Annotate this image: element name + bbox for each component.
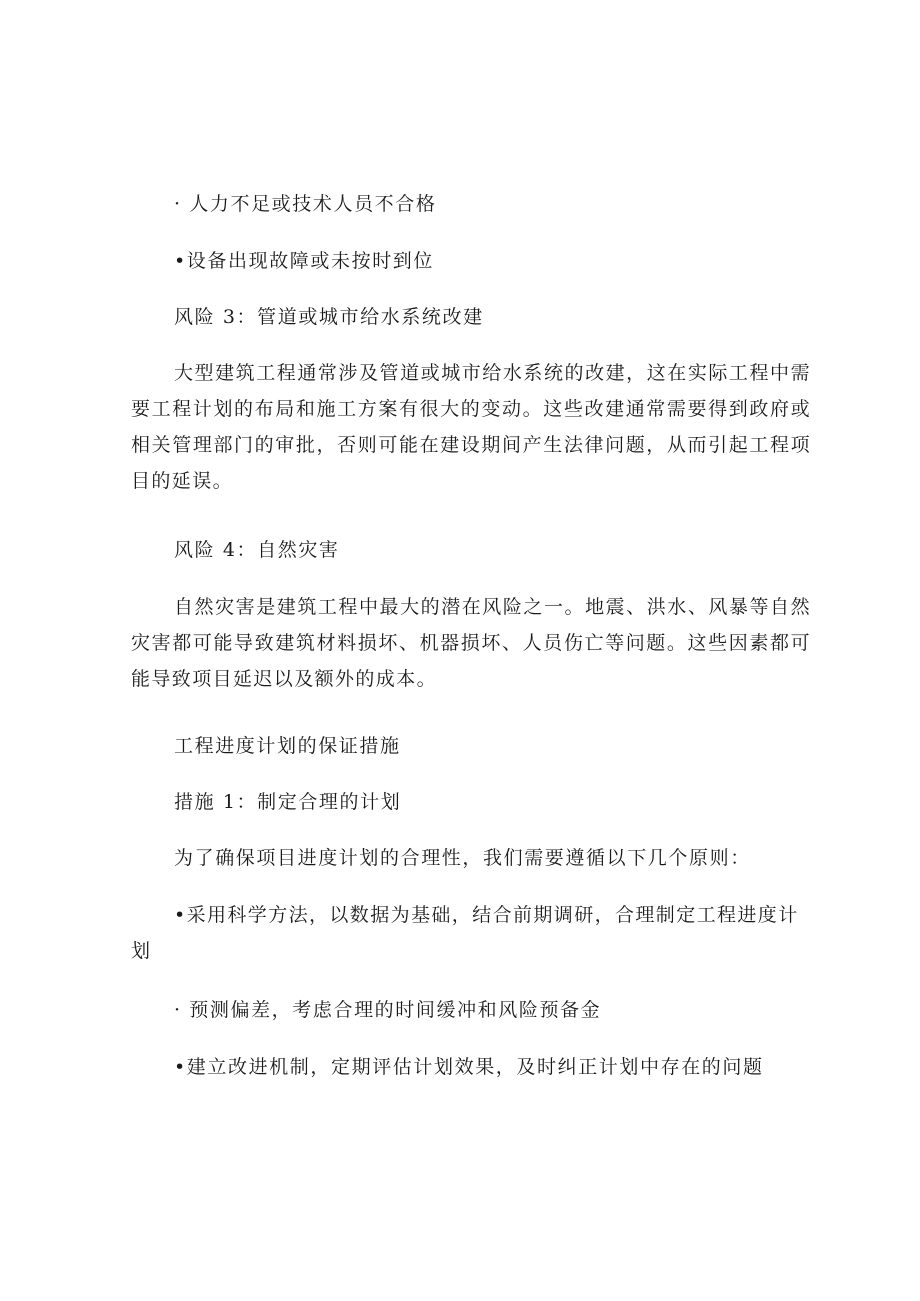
paragraph-risk-3: 大型建筑工程通常涉及管道或城市给水系统的改建，这在实际工程中需要工程计划的布局和施工方案有很大的变动。这些改建通常需要得到政府或相关管理部门的审批，否则可能在建设期间产生法律问题，从而引起工程项目的延误。 [131,362,811,492]
heading-risk-4: 风险 4：自然灾害 [174,539,340,561]
bullet-predict-deviation: · 预测偏差，考虑合理的时间缓冲和风险预备金 [174,999,602,1021]
bullet-equipment-failure: •设备出现故障或未按时到位 [174,250,435,272]
bullet-scientific-method: •采用科学方法，以数据为基础，结合前期调研，合理制定工程进度计划 [131,904,799,962]
heading-risk-3: 风险 3：管道或城市给水系统改建 [174,306,484,328]
heading-measure-1: 措施 1：制定合理的计划 [174,791,402,813]
section-title-guarantee-measures: 工程进度计划的保证措施 [174,735,401,757]
paragraph-measure-1-intro: 为了确保项目进度计划的合理性，我们需要遵循以下几个原则： [174,847,751,869]
paragraph-risk-4: 自然灾害是建筑工程中最大的潜在风险之一。地震、洪水、风暴等自然灾害都可能导致建筑材料损坏、机器损坏、人员伤亡等问题。这些因素都可能导致项目延迟以及额外的成本。 [131,596,811,690]
bullet-staff-shortage: · 人力不足或技术人员不合格 [174,193,437,215]
bullet-improvement-mechanism: •建立改进机制，定期评估计划效果，及时纠正计划中存在的问题 [174,1056,764,1078]
